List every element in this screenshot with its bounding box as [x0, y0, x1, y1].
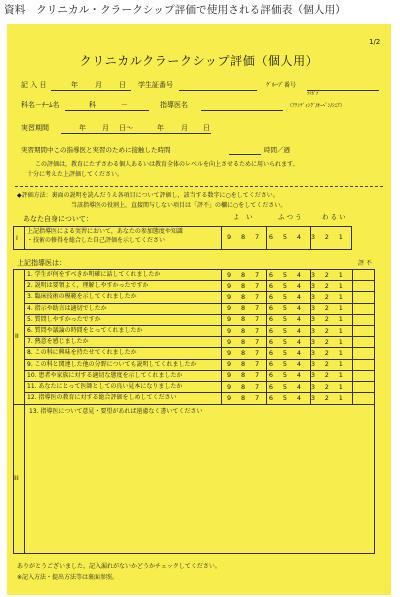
score-option[interactable]: 3 [310, 371, 315, 380]
row-divider [24, 291, 375, 292]
section-2-roman: II [15, 332, 19, 340]
score-option[interactable]: 1 [338, 371, 343, 380]
score-option[interactable]: 4 [296, 270, 301, 279]
score-option[interactable]: 1 [338, 393, 343, 402]
period-day-2: 日 [203, 124, 210, 132]
dash-label: － [121, 101, 128, 109]
note-line-2: 十分に考えた上評価してください。 [27, 171, 124, 178]
score-option[interactable]: 6 [268, 382, 274, 391]
score-option[interactable]: 1 [338, 281, 343, 290]
score-option[interactable]: 6 [268, 393, 274, 402]
day-label: 日 [119, 81, 126, 89]
score-option[interactable]: 9 [227, 304, 232, 313]
score-option[interactable]: 6 [268, 360, 274, 369]
section-3-box[interactable] [13, 405, 375, 554]
question-12-scale[interactable] [227, 394, 343, 403]
score-option[interactable]: 5 [282, 270, 288, 279]
contact-hours-label: 実習期間中この指導医と実習のために接触した時間 [21, 146, 171, 154]
year-label: 年 [71, 81, 78, 89]
score-option[interactable]: 2 [324, 270, 329, 279]
section-1-divider [24, 226, 25, 250]
question-5: 5. 質問しやすかったですか [27, 315, 101, 323]
row-divider [24, 370, 375, 371]
score-option[interactable]: 9 [227, 348, 232, 357]
period-label: 実習期間 [21, 124, 49, 132]
question-7-not-applicable[interactable] [353, 336, 374, 347]
student-id-label: 学生証番号 [138, 81, 173, 89]
question-12-not-applicable[interactable] [353, 392, 374, 403]
score-option[interactable]: 6 [268, 233, 274, 241]
period-field[interactable] [61, 133, 211, 134]
ka-label: 科 [89, 101, 96, 109]
score-option[interactable]: 2 [324, 326, 329, 335]
score-option[interactable]: 5 [282, 292, 288, 301]
score-option[interactable]: 8 [240, 393, 246, 402]
score-option[interactable]: 3 [310, 326, 315, 335]
question-2: 2. 説明は要領よく，理解しやすかったですか [27, 282, 149, 290]
score-option[interactable]: 5 [282, 348, 288, 357]
score-option[interactable]: 5 [282, 326, 288, 335]
score-option[interactable]: 5 [282, 281, 288, 290]
record-date-label: 記 入 日 [21, 81, 47, 89]
question-10-not-applicable[interactable] [353, 370, 374, 381]
question-5-not-applicable[interactable] [353, 314, 374, 325]
not-applicable-label: 評 不 [358, 260, 372, 267]
question-11: 11. あなたにとって医師としての良い見本になりましたか [27, 383, 183, 390]
group-number-field[interactable] [307, 90, 379, 91]
question-9-scale[interactable] [227, 360, 343, 369]
score-option[interactable]: 1 [338, 315, 343, 324]
score-option[interactable]: 5 [282, 360, 288, 369]
score-option[interactable]: 8 [240, 348, 246, 357]
score-option[interactable]: 4 [296, 382, 301, 391]
period-tilde: 日～ [119, 124, 133, 132]
score-option[interactable]: 7 [254, 304, 260, 313]
question-6-scale[interactable] [227, 327, 343, 336]
score-option[interactable]: 4 [296, 348, 301, 357]
score-option[interactable]: 3 [310, 315, 315, 324]
score-option[interactable]: 1 [338, 270, 343, 279]
score-option[interactable]: 2 [324, 281, 329, 290]
question-5-scale[interactable] [227, 315, 343, 324]
score-option[interactable]: 9 [227, 315, 232, 324]
score-option[interactable]: 4 [296, 304, 301, 313]
score-option[interactable]: 8 [240, 371, 246, 380]
score-option[interactable]: 7 [254, 393, 260, 402]
score-option[interactable]: 2 [324, 371, 329, 380]
score-option[interactable]: 4 [296, 360, 301, 369]
score-option[interactable]: 3 [310, 292, 315, 301]
question-3-scale[interactable] [227, 293, 343, 302]
score-option[interactable]: 6 [268, 371, 274, 380]
score-option[interactable]: 6 [268, 337, 274, 346]
department-label: 科名－ﾁｰﾑ名 [21, 101, 60, 109]
score-option[interactable]: 8 [240, 304, 246, 313]
score-option[interactable]: 9 [227, 233, 232, 241]
score-option[interactable]: 2 [324, 292, 329, 301]
section-1-roman: I [16, 234, 18, 242]
record-date-field[interactable] [51, 90, 131, 91]
score-option[interactable]: 9 [227, 292, 232, 301]
row-divider [24, 303, 375, 304]
score-option[interactable]: 7 [254, 292, 260, 301]
period-year-2: 年 [157, 124, 164, 132]
question-3: 3. 臨床技術の模範を示してくれましたか [27, 293, 137, 301]
row-divider [24, 392, 375, 393]
score-option[interactable]: 3 [310, 304, 315, 313]
score-option[interactable]: 7 [254, 326, 260, 335]
row-divider [24, 280, 375, 281]
question-4-scale[interactable] [227, 304, 343, 313]
score-option[interactable]: 7 [254, 315, 260, 324]
score-option[interactable]: 2 [324, 360, 329, 369]
question-1-not-applicable[interactable] [353, 269, 374, 280]
score-option[interactable]: 6 [268, 292, 274, 301]
form-title: クリニカルクラークシップ評価（個人用） [79, 54, 319, 68]
department-field[interactable] [65, 110, 149, 111]
score-option[interactable]: 4 [296, 292, 301, 301]
scale-bad: わ る い [322, 213, 346, 221]
question-11-not-applicable[interactable] [353, 381, 374, 392]
hours-per-week-label: 時間／週 [264, 146, 290, 154]
score-option[interactable]: 1 [338, 233, 343, 241]
score-option[interactable]: 8 [240, 233, 246, 241]
row-divider [24, 325, 375, 326]
score-option[interactable]: 1 [338, 348, 343, 357]
question-4: 4. 指示や助言は適切でしたか [27, 304, 107, 312]
question-9: 9. この科と関連した他の分野についても説明してくれましたか [27, 360, 197, 368]
score-option[interactable]: 2 [324, 337, 329, 346]
score-option[interactable]: 2 [324, 315, 329, 324]
score-option[interactable]: 4 [296, 326, 301, 335]
score-option[interactable]: 5 [282, 233, 288, 241]
section-3-roman: III [13, 474, 19, 482]
score-option[interactable]: 2 [324, 393, 329, 402]
question-3-not-applicable[interactable] [353, 291, 374, 302]
group-number-label: ｸﾞﾙｰﾌﾟ番号 [266, 82, 297, 89]
question-8: 8. この科に興味を持たせてくれましたか [27, 349, 137, 357]
question-7: 7. 熱意を感じましたか [27, 338, 89, 346]
score-option[interactable]: 1 [338, 292, 343, 301]
instructor-label: 指導医名 [160, 101, 188, 109]
score-option[interactable]: 3 [310, 270, 315, 279]
question-11-scale[interactable] [227, 383, 343, 392]
score-option[interactable]: 8 [240, 337, 246, 346]
score-option[interactable]: 1 [338, 304, 343, 313]
furigana-label: ﾌﾘｶﾞﾅ [307, 92, 319, 97]
score-option[interactable]: 9 [227, 382, 232, 391]
score-option[interactable]: 1 [338, 360, 343, 369]
score-option[interactable]: 9 [227, 337, 232, 346]
score-option[interactable]: 5 [282, 304, 288, 313]
score-option[interactable]: 2 [324, 382, 329, 391]
score-option[interactable]: 7 [254, 382, 260, 391]
scale-good: よ い [233, 213, 253, 221]
score-option[interactable]: 3 [310, 233, 315, 241]
score-option[interactable]: 6 [268, 348, 274, 357]
question-6-not-applicable[interactable] [353, 325, 374, 336]
score-option[interactable]: 7 [254, 337, 260, 346]
footnote-text: ※記入方法・提出方法等は裏面参照。 [17, 574, 119, 581]
score-option[interactable]: 9 [227, 326, 232, 335]
row-divider [24, 381, 375, 382]
divider [15, 186, 383, 187]
question-6: 6. 質問や議論の時間をとってくれましたか [27, 327, 143, 334]
score-option[interactable]: 6 [268, 270, 274, 279]
method-line-2: 当該指導医の役割上，直接関与しない項目は「評不」の欄に○をしてください。 [71, 202, 287, 209]
contact-hours-field[interactable] [229, 154, 261, 155]
section-1-text-2: ・技術の修得を総合した自己評価を示してください [27, 237, 166, 244]
page-number: 1/2 [369, 38, 381, 46]
instructor-name-field[interactable] [201, 110, 283, 111]
row-divider [24, 359, 375, 360]
score-option[interactable]: 9 [227, 360, 232, 369]
score-option[interactable]: 6 [268, 281, 274, 290]
score-option[interactable]: 2 [324, 304, 329, 313]
scale-fair: ふ つ う [278, 213, 302, 221]
score-option[interactable]: 5 [282, 315, 288, 324]
score-option[interactable]: 5 [282, 337, 288, 346]
evaluation-form-sheet [7, 24, 391, 595]
score-option[interactable]: 3 [310, 337, 315, 346]
period-year-1: 年 [79, 124, 86, 132]
score-option[interactable]: 5 [282, 382, 288, 391]
question-2-scale[interactable] [227, 282, 343, 291]
score-option[interactable]: 7 [254, 371, 260, 380]
method-line-1: ◆評価方法：裏面の説明を読んだうえ各項目について評価し，該当する数字に○をしてください。 [17, 192, 279, 199]
score-option[interactable]: 8 [240, 315, 246, 324]
self-header: あなた自身について： [23, 215, 93, 223]
score-option[interactable]: 1 [338, 337, 343, 346]
section-1-scale[interactable] [227, 233, 343, 242]
month-label: 月 [95, 81, 102, 89]
score-option[interactable]: 1 [338, 326, 343, 335]
score-option[interactable]: 7 [254, 270, 260, 279]
score-option[interactable]: 2 [324, 348, 329, 357]
score-option[interactable]: 3 [310, 360, 315, 369]
score-option[interactable]: 5 [282, 371, 288, 380]
score-option[interactable]: 4 [296, 337, 301, 346]
score-option[interactable]: 6 [268, 304, 274, 313]
section-1-text-1: 上記指導医による実習において，あなたの参加態度や知識 [27, 228, 183, 235]
instructor-header: 上記指導医は： [17, 259, 66, 267]
row-divider [24, 314, 375, 315]
score-option[interactable]: 7 [254, 360, 260, 369]
score-option[interactable]: 3 [310, 281, 315, 290]
score-option[interactable]: 6 [268, 326, 274, 335]
question-10: 10. 患者や家族に対する適切な態度を示してくれましたか [27, 371, 183, 379]
question-8-not-applicable[interactable] [353, 347, 374, 358]
thanks-text: ありがとうございました。記入漏れがないかどうかチェックしてください。 [17, 563, 221, 570]
score-option[interactable]: 8 [240, 270, 246, 279]
row-divider [24, 347, 375, 348]
score-option[interactable]: 4 [296, 281, 301, 290]
period-month-2: 月 [181, 124, 188, 132]
question-1: 1. 学生が何をすべきか明確に話してくれましたか [27, 271, 161, 278]
score-option[interactable]: 4 [296, 233, 301, 241]
question-8-scale[interactable] [227, 349, 343, 358]
score-option[interactable]: 8 [240, 382, 246, 391]
student-id-field[interactable] [179, 90, 257, 91]
question-12: 12. 指導医の教育に対する総合評価をしめしてください [27, 394, 177, 402]
score-option[interactable]: 8 [240, 360, 246, 369]
score-option[interactable]: 3 [310, 382, 315, 391]
question-4-not-applicable[interactable] [353, 303, 374, 314]
question-1-scale[interactable] [227, 271, 343, 280]
score-option[interactable]: 3 [310, 348, 315, 357]
score-option[interactable]: 4 [296, 371, 301, 380]
row-divider [24, 336, 375, 337]
score-option[interactable]: 7 [254, 281, 260, 290]
score-option[interactable]: 2 [324, 233, 329, 241]
question-2-not-applicable[interactable] [353, 280, 374, 291]
question-10-scale[interactable] [227, 371, 343, 380]
score-option[interactable]: 9 [227, 393, 232, 402]
section-1-score-divider [221, 226, 222, 250]
score-option[interactable]: 7 [254, 233, 260, 241]
question-9-not-applicable[interactable] [353, 359, 374, 370]
score-option[interactable]: 5 [282, 393, 288, 402]
score-option[interactable]: 3 [310, 393, 315, 402]
score-option[interactable]: 6 [268, 315, 274, 324]
score-option[interactable]: 7 [254, 348, 260, 357]
question-13: 13. 指導医について意見・要望があれば遠慮なく書いてください [29, 408, 203, 415]
page-title: 資料 クリニカル・クラークシップ評価で使用される評価表（個人用） [4, 4, 346, 16]
score-option[interactable]: 1 [338, 382, 343, 391]
score-option[interactable]: 8 [240, 326, 246, 335]
score-option[interactable]: 8 [240, 292, 246, 301]
score-option[interactable]: 8 [240, 281, 246, 290]
score-option[interactable]: 9 [227, 371, 232, 380]
score-option[interactable]: 9 [227, 270, 232, 279]
note-line-1: この評価は，教育にたずさわる個人あるいは教育全体のレベルを向上させるために用いられます。 [35, 161, 299, 168]
score-option[interactable]: 4 [296, 393, 301, 402]
period-month-1: 月 [102, 124, 109, 132]
score-option[interactable]: 4 [296, 315, 301, 324]
score-option[interactable]: 9 [227, 281, 232, 290]
instructor-type-label: （ｱﾃﾝﾃﾞｨﾝｸﾞ/ｵｰﾍﾞﾝ/ｼﾆｱ） [287, 103, 345, 109]
section-3-label-divider [24, 405, 25, 554]
question-7-scale[interactable] [227, 338, 343, 347]
